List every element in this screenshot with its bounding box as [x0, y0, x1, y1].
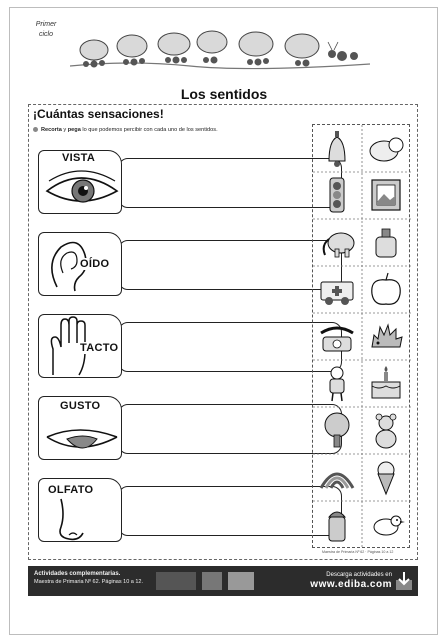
- rainbow-icon[interactable]: [315, 456, 359, 498]
- sense-label-olfato: OLFATO: [48, 484, 94, 496]
- instruction-cut: Recorta: [41, 127, 62, 133]
- answer-box-oido[interactable]: [118, 240, 342, 290]
- sense-label-tacto: TACTO: [80, 342, 119, 354]
- telephone-icon[interactable]: [315, 315, 359, 357]
- ice-cream-icon[interactable]: [364, 456, 408, 498]
- credit-text: Maestra de Primaria Nº 62 · Páginas 10 a 12: [322, 550, 394, 554]
- teddy-bear-icon[interactable]: [364, 409, 408, 451]
- answer-box-olfato[interactable]: [118, 486, 342, 536]
- sense-row-tacto: [38, 314, 304, 378]
- child-icon[interactable]: [315, 362, 359, 404]
- answer-box-gusto[interactable]: [118, 404, 342, 454]
- level-line-1: Primer: [35, 21, 57, 28]
- sense-label-gusto: GUSTO: [60, 400, 101, 412]
- sense-row-olfato: [38, 478, 304, 542]
- footer-left-line-1: Actividades complementarias.: [34, 571, 121, 577]
- page-title: Los sentidos: [180, 86, 268, 102]
- bell-icon[interactable]: [315, 127, 359, 169]
- hedgehog-icon[interactable]: [364, 315, 408, 357]
- sense-row-vista: [38, 150, 304, 214]
- level-label: [28, 20, 64, 40]
- answer-box-vista[interactable]: [118, 158, 342, 208]
- bullet-icon: [33, 127, 38, 132]
- sense-row-oido: [38, 232, 304, 296]
- lemon-icon[interactable]: [364, 127, 408, 169]
- elephant-icon[interactable]: [315, 221, 359, 263]
- perfume-icon[interactable]: [364, 221, 408, 263]
- answer-box-tacto[interactable]: [118, 322, 342, 372]
- footer-left: [34, 570, 143, 586]
- salt-shaker-icon[interactable]: [315, 503, 359, 545]
- picture-frame-icon[interactable]: [364, 174, 408, 216]
- sense-label-vista: VISTA: [62, 152, 96, 164]
- tree-icon[interactable]: [315, 409, 359, 451]
- bird-icon[interactable]: [364, 503, 408, 545]
- footer-right: [310, 570, 392, 590]
- level-line-2: ciclo: [38, 31, 53, 38]
- sense-label-oido: OÍDO: [80, 258, 110, 270]
- instruction-and: y: [61, 127, 68, 133]
- download-icon[interactable]: [394, 570, 414, 592]
- sense-row-gusto: [38, 396, 304, 460]
- ants-leaves-illustration: [70, 20, 370, 78]
- instruction-paste: pega: [67, 127, 81, 133]
- footer-right-line-1: Descarga actividades en: [326, 572, 392, 578]
- publisher-logos: [156, 570, 256, 592]
- apple-icon[interactable]: [364, 268, 408, 310]
- footer-left-line-2: Maestra de Primaria Nº 62. Páginas 10 a 12.: [34, 579, 144, 585]
- cake-icon[interactable]: [364, 362, 408, 404]
- instruction-text: [33, 127, 218, 133]
- instruction-rest: lo que podemos percibir con cada uno de los sentidos.: [80, 127, 218, 133]
- traffic-light-icon[interactable]: [315, 174, 359, 216]
- cutout-strip: [312, 124, 410, 548]
- worksheet-heading: ¡Cuántas sensaciones!: [33, 107, 164, 121]
- ambulance-icon[interactable]: [315, 268, 359, 310]
- footer-url-link[interactable]: www.ediba.com: [310, 579, 392, 590]
